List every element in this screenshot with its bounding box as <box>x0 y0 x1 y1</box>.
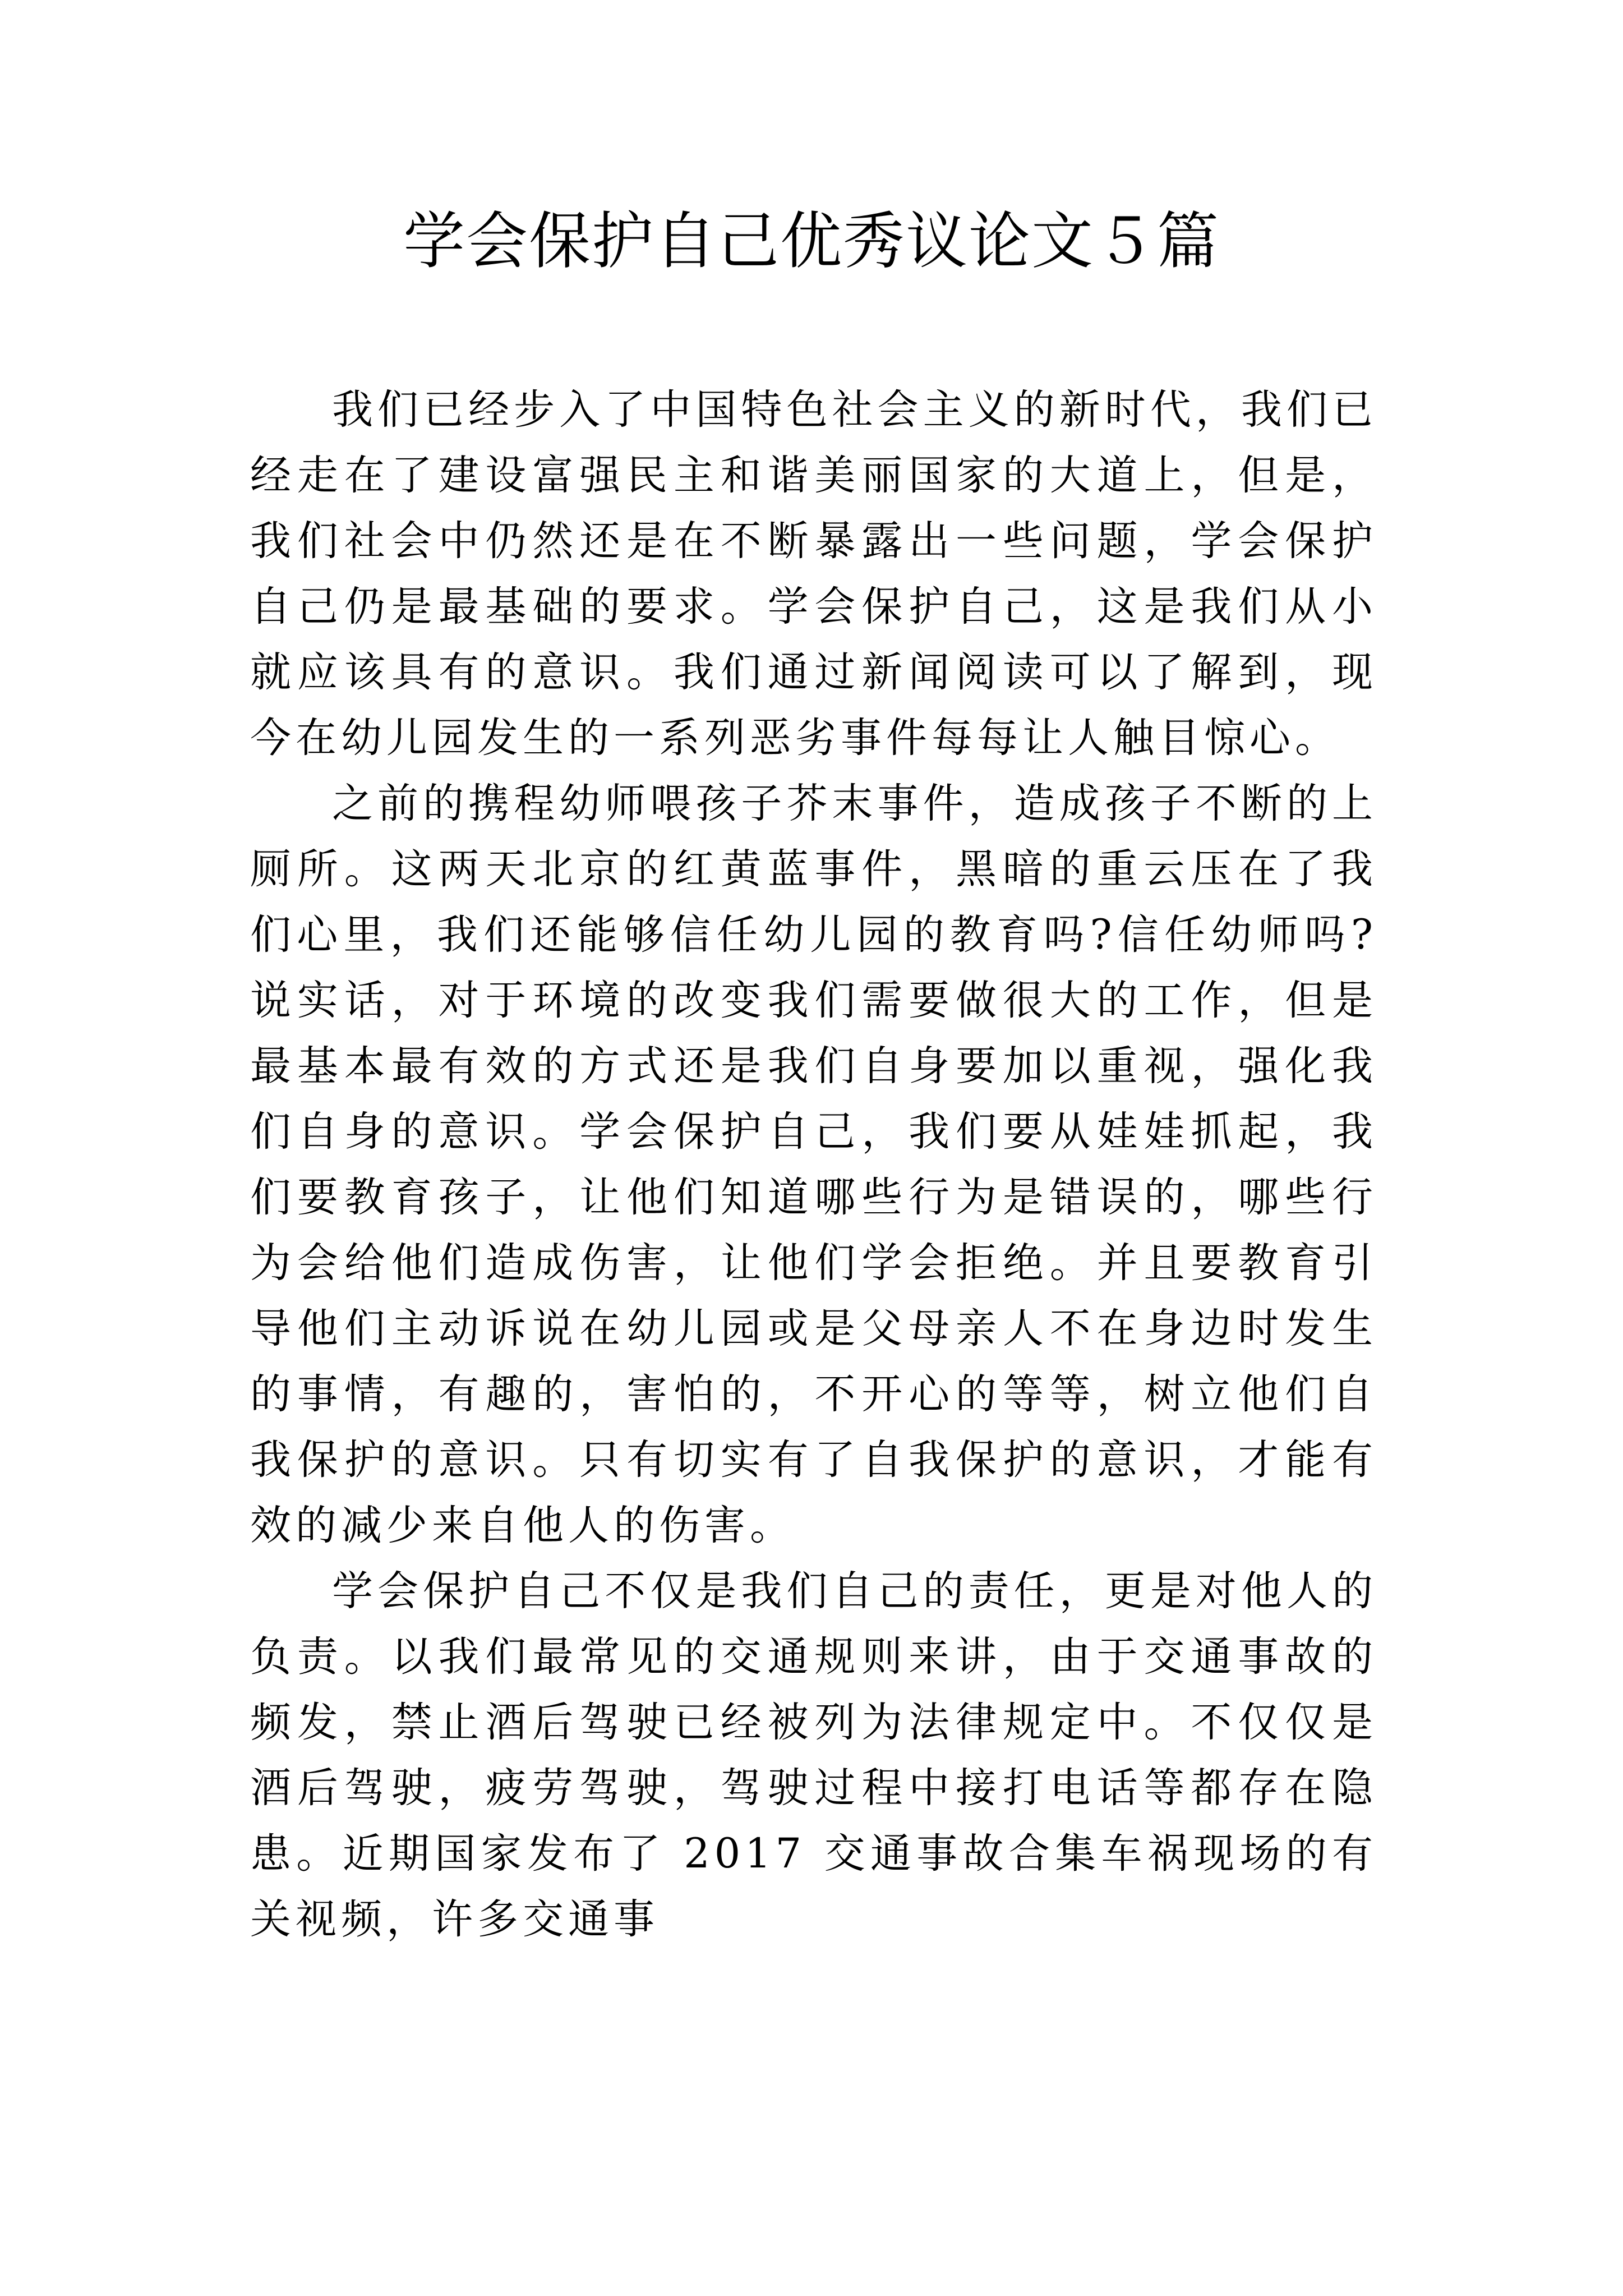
document-title: 学会保护自己优秀议论文５篇 <box>403 205 1220 277</box>
paragraph-3: 学会保护自己不仅是我们自己的责任，更是对他人的负责。以我们最常见的交通规则来讲，由于交通事故的频发，禁止酒后驾驶已经被列为法律规定中。不仅仅是酒后驾驶，疲劳驾驶，驾驶过程中接打电话等都存在隐患。近期国家发布了 2017 交通事故合集车祸现场的有关视频，许多交通事 <box>250 1567 1377 1943</box>
document-body <box>250 377 1377 1952</box>
paragraph-2: 之前的携程幼师喂孩子芥末事件，造成孩子不断的上厕所。这两天北京的红黄蓝事件，黑暗的重云压在了我们心里，我们还能够信任幼儿园的教育吗?信任幼师吗?说实话，对于环境的改变我们需要做很大的工作，但是最基本最有效的方式还是我们自身要加以重视，强化我们自身的意识。学会保护自己，我们要从娃娃抓起，我们要教育孩子，让他们知道哪些行为是错误的，哪些行为会给他们造成伤害，让他们学会拒绝。并且要教育引导他们主动诉说在幼儿园或是父母亲人不在身边时发生的事情，有趣的，害怕的，不开心的等等，树立他们自我保护的意识。只有切实有了自我保护的意识，才能有效的减少来自他人的伤害。 <box>250 780 1377 1549</box>
paragraph-1: 我们已经步入了中国特色社会主义的新时代，我们已经走在了建设富强民主和谐美丽国家的大道上，但是，我们社会中仍然还是在不断暴露出一些问题，学会保护自己仍是最基础的要求。学会保护自己，这是我们从小就应该具有的意识。我们通过新闻阅读可以了解到，现今在幼儿园发生的一系列恶劣事件每每让人触目惊心。 <box>250 386 1377 762</box>
